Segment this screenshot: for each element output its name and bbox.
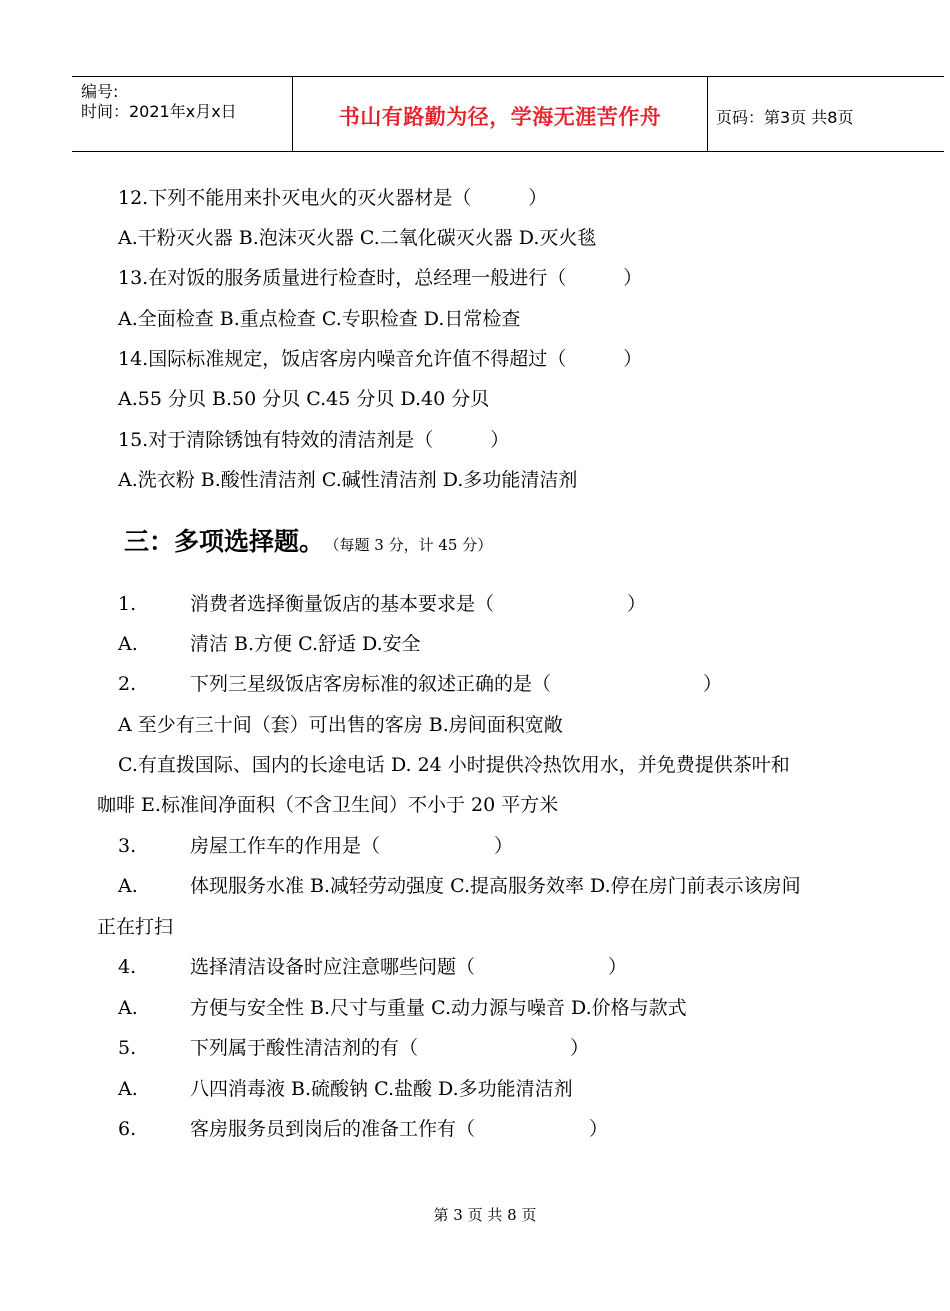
mq2-number: 2. (118, 673, 137, 695)
mq3-text: 房屋工作车的作用是（ ） (190, 835, 514, 857)
question-15: 15.对于清除锈蚀有特效的清洁剂是（ ） (118, 429, 510, 451)
mq2-options-line2: C.有直拨国际、国内的长途电话 D. 24 小时提供冷热饮用水，并免费提供茶叶和 (118, 754, 790, 776)
options-12: A.干粉灭火器 B.泡沫灭火器 C.二氧化碳灭火器 D.灭火毯 (118, 227, 597, 249)
mq3-number: 3. (118, 835, 137, 857)
motto: 书山有路勤为径，学海无涯苦作舟 (338, 105, 662, 129)
options-13: A.全面检查 B.重点检查 C.专职检查 D.日常检查 (118, 308, 521, 330)
question-14: 14.国际标准规定，饭店客房内噪音允许值不得超过（ ） (118, 348, 643, 370)
mq5-number: 5. (118, 1037, 137, 1059)
mq4-text: 选择清洁设备时应注意哪些问题（ ） (190, 956, 628, 978)
section-title (124, 522, 492, 558)
doc-date: 时间：2021年x月x日 (81, 102, 237, 121)
mq2-text: 下列三星级饭店客房标准的叙述正确的是（ ） (190, 673, 723, 695)
mq1-options: 清洁 B.方便 C.舒适 D.安全 (190, 633, 421, 655)
mq3-option-label: A. (118, 875, 138, 897)
mq3-options: 体现服务水准 B.减轻劳动强度 C.提高服务效率 D.停在房门前表示该房间 (190, 875, 801, 897)
header-page-cell (706, 77, 944, 151)
mq4-number: 4. (118, 956, 137, 978)
question-13: 13.在对饭的服务质量进行检查时，总经理一般进行（ ） (118, 267, 643, 289)
mq5-option-label: A. (118, 1078, 138, 1100)
mq2-options-line3: 咖啡 E.标准间净面积（不含卫生间）不小于 20 平方米 (97, 794, 559, 816)
page-header (72, 76, 944, 152)
mq1-option-label: A. (118, 633, 138, 655)
header-page-number: 页码：第3页 共8页 (716, 108, 854, 127)
options-14: A.55 分贝 B.50 分贝 C.45 分贝 D.40 分贝 (118, 388, 490, 410)
mq3-options-cont: 正在打扫 (97, 916, 174, 938)
section-heading: 三：多项选择题。 (124, 527, 325, 556)
mq1-number: 1. (118, 593, 137, 615)
mq5-options: 八四消毒液 B.硫酸钠 C.盐酸 D.多功能清洁剂 (190, 1078, 573, 1100)
question-12: 12.下列不能用来扑灭电火的灭火器材是（ ） (118, 187, 548, 209)
section-score-note: （每题 3 分，计 45 分） (332, 536, 493, 554)
header-motto-cell (292, 77, 708, 151)
header-info-cell (72, 77, 292, 151)
mq6-text: 客房服务员到岗后的准备工作有（ ） (190, 1118, 609, 1140)
mq4-option-label: A. (118, 997, 138, 1019)
page-footer: 第 3 页 共 8 页 (433, 1206, 537, 1224)
mq6-number: 6. (118, 1118, 137, 1140)
doc-code-label: 编号: (81, 82, 119, 101)
options-15: A.洗衣粉 B.酸性清洁剂 C.碱性清洁剂 D.多功能清洁剂 (118, 469, 578, 491)
mq4-options: 方便与安全性 B.尺寸与重量 C.动力源与噪音 D.价格与款式 (190, 997, 687, 1019)
mq2-options-line1: A 至少有三十间（套）可出售的客房 B.房间面积宽敞 (118, 714, 563, 736)
mq1-text: 消费者选择衡量饭店的基本要求是（ ） (190, 593, 647, 615)
mq5-text: 下列属于酸性清洁剂的有（ ） (190, 1037, 590, 1059)
